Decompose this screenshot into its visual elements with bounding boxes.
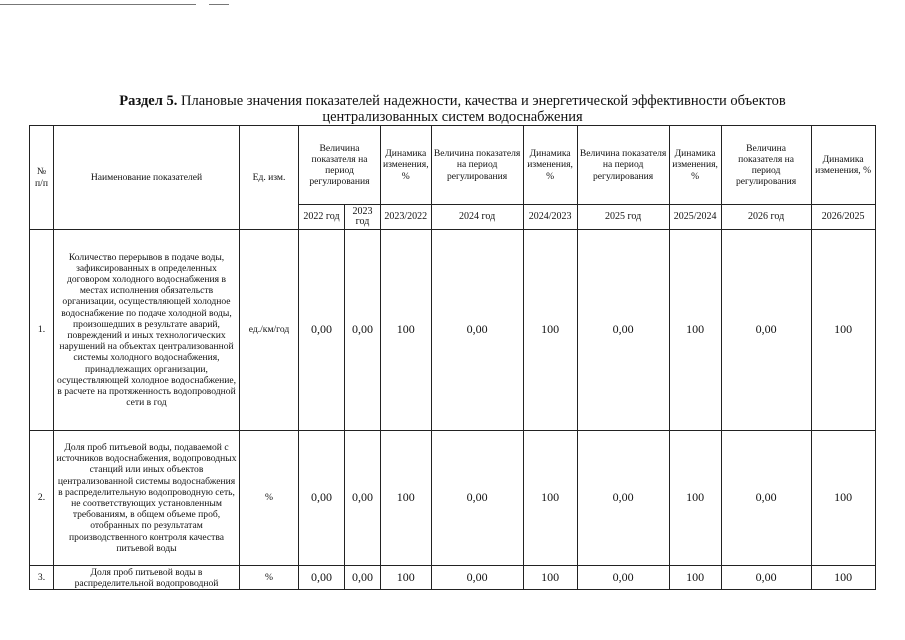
cell-2024: 0,00: [431, 431, 523, 566]
row-name: Доля проб питьевой воды в распределительной водопроводной: [54, 566, 240, 590]
subheader-2026-2025: 2026/2025: [811, 205, 875, 230]
header-unit: Ед. изм.: [240, 126, 299, 230]
subheader-2023: 2023 год: [345, 205, 381, 230]
subheader-2024: 2024 год: [431, 205, 523, 230]
header-value-2025: Величина показателя на период регулирования: [577, 126, 669, 205]
header-name: Наименование показателей: [54, 126, 240, 230]
scan-top-line-short: [209, 4, 229, 5]
row-num: 1.: [30, 230, 54, 431]
section-title-line2: централизованных систем водоснабжения: [322, 109, 583, 125]
header-dynamics-2023: Динамика изменения, %: [381, 126, 432, 205]
row-num: 3.: [30, 566, 54, 590]
subheader-2024-2023: 2024/2023: [523, 205, 577, 230]
cell-2026-2025: 100: [811, 431, 875, 566]
table-row: [30, 431, 876, 566]
row-unit: %: [240, 566, 299, 590]
header-num: № п/п: [30, 126, 54, 230]
cell-2023-2022: 100: [381, 230, 432, 431]
cell-2022: 0,00: [299, 431, 345, 566]
cell-2026: 0,00: [721, 431, 811, 566]
indicators-table: [29, 125, 876, 590]
cell-2025-2024: 100: [669, 566, 721, 590]
subheader-2026: 2026 год: [721, 205, 811, 230]
table-row: [30, 230, 876, 431]
header-value-2026: Величина показателя на период регулирования: [721, 126, 811, 205]
subheader-2023-2022: 2023/2022: [381, 205, 432, 230]
header-value-2024: Величина показателя на период регулирования: [431, 126, 523, 205]
cell-2024-2023: 100: [523, 566, 577, 590]
cell-2025: 0,00: [577, 230, 669, 431]
cell-2025-2024: 100: [669, 431, 721, 566]
row-unit: %: [240, 431, 299, 566]
header-value-2022-2023: Величина показателя на период регулирования: [299, 126, 381, 205]
cell-2024: 0,00: [431, 566, 523, 590]
section-title-line1: Плановые значения показателей надежности, качества и энергетической эффективности объектов: [180, 93, 786, 109]
cell-2023: 0,00: [345, 566, 381, 590]
cell-2026-2025: 100: [811, 230, 875, 431]
header-dynamics-2026: Динамика изменения, %: [811, 126, 875, 205]
cell-2024-2023: 100: [523, 230, 577, 431]
cell-2025: 0,00: [577, 431, 669, 566]
cell-2022: 0,00: [299, 566, 345, 590]
cell-2022: 0,00: [299, 230, 345, 431]
cell-2023: 0,00: [345, 431, 381, 566]
row-name: Количество перерывов в подаче воды, зафиксированных в определенных договором холодного водоснабжения в местах исполнения обязательств организации, осуществляющей холодное водоснабжение по подаче холодной воды, произошедших в результате аварий, повреждений и иных технологических нарушений на объектах централизованной системы холодного водоснабжения, принадлежащих организации, осуществляющей холодное водоснабжение, в расчете на протяженность водопроводной сети в год: [54, 230, 240, 431]
cell-2026-2025: 100: [811, 566, 875, 590]
section-label: Раздел 5.: [119, 93, 178, 109]
cell-2023-2022: 100: [381, 566, 432, 590]
table-row: [30, 566, 876, 590]
header-dynamics-2025: Динамика изменения, %: [669, 126, 721, 205]
scan-top-line: [0, 4, 196, 5]
section-heading: [0, 93, 905, 125]
header-dynamics-2024: Динамика изменения, %: [523, 126, 577, 205]
cell-2026: 0,00: [721, 566, 811, 590]
row-unit: ед./км/год: [240, 230, 299, 431]
cell-2023-2022: 100: [381, 431, 432, 566]
cell-2024: 0,00: [431, 230, 523, 431]
cell-2023: 0,00: [345, 230, 381, 431]
subheader-2022: 2022 год: [299, 205, 345, 230]
row-name: Доля проб питьевой воды, подаваемой с источников водоснабжения, водопроводных станций или иных объектов централизованной системы водоснабжения в распределительную водопроводную сеть, не соответствующих установленным требованиям, в общем объеме проб, отобранных по результатам производственного контроля качества питьевой воды: [54, 431, 240, 566]
subheader-2025-2024: 2025/2024: [669, 205, 721, 230]
cell-2026: 0,00: [721, 230, 811, 431]
row-num: 2.: [30, 431, 54, 566]
cell-2025-2024: 100: [669, 230, 721, 431]
cell-2025: 0,00: [577, 566, 669, 590]
cell-2024-2023: 100: [523, 431, 577, 566]
subheader-2025: 2025 год: [577, 205, 669, 230]
